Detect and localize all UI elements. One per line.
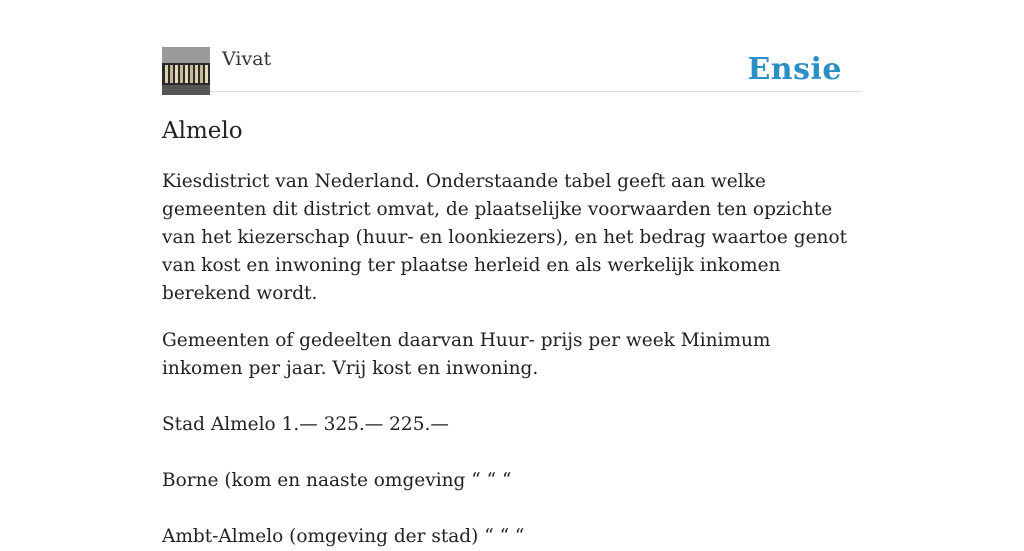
bookshelf-avatar-icon — [162, 47, 210, 95]
article-paragraph-1: Kiesdistrict van Nederland. Onderstaande tabel geeft aan welke gemeenten dit district omvat, de plaatselijke voorwaarden ten opzichte van het kiezerschap (huur- en loonkiezers), en het bedrag waartoe genot van kost en inwoning ter plaatse herleid en als werkelijk inkomen berekend wordt. — [162, 171, 848, 304]
table-row-borne: Borne (kom en naaste omgeving “ “ “ — [162, 470, 512, 491]
article-title: Almelo — [162, 118, 243, 144]
avatar[interactable] — [162, 47, 210, 95]
brand-logo[interactable]: Ensie — [747, 52, 842, 87]
table-row-ambt-almelo: Ambt-Almelo (omgeving der stad) “ “ “ — [162, 526, 525, 547]
table-row-stad-almelo: Stad Almelo 1.— 325.— 225.— — [162, 414, 449, 435]
article — [162, 116, 852, 551]
header — [162, 44, 862, 92]
author-name[interactable]: Vivat — [222, 48, 272, 70]
article-paragraph-2: Gemeenten of gedeelten daarvan Huur- prijs per week Minimum inkomen per jaar. Vrij kost en inwoning. — [162, 330, 771, 379]
